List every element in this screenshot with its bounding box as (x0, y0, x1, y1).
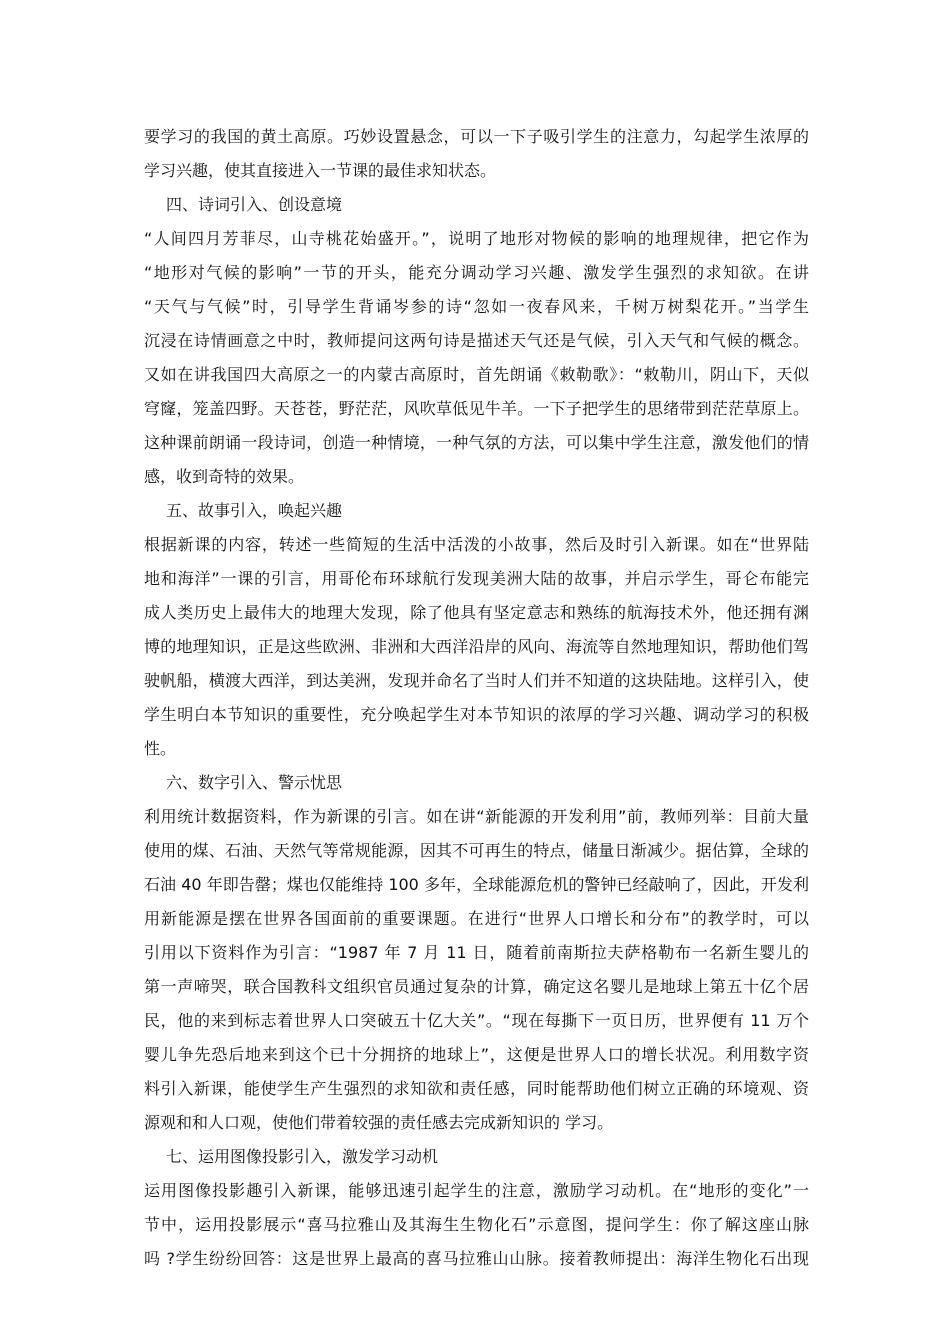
section-heading: 六、数字引入、警示忧思 (166, 773, 343, 792)
text-line: 用新能源是摆在世界各国面前的重要课题。在进行“世界人口增长和分布”的教学时，可以 (144, 909, 809, 928)
section-heading: 七、运用图像投影引入，激发学习动机 (166, 1147, 439, 1166)
text-line: 源观和和人口观，使他们带着较强的责任感去完成新知识的 学习。 (144, 1113, 614, 1132)
text-line: 学习兴趣，使其直接进入一节课的最佳求知状态。 (144, 161, 497, 180)
text-line: 节中，运用投影展示“喜马拉雅山及其海生生物化石”示意图，提问学生：你了解这座山脉 (144, 1215, 809, 1234)
text-line: 引用以下资料作为引言：“1987 年 7 月 11 日，随着前南斯拉夫萨格勒布一名新生婴儿的 (144, 943, 809, 962)
text-line: 感，收到奇特的效果。 (144, 467, 305, 486)
text-line: 运用图像投影趣引入新课，能够迅速引起学生的注意，激励学习动机。在“地形的变化”一 (144, 1181, 809, 1200)
text-line: “地形对气候的影响”一节的开头，能充分调动学习兴趣、激发学生强烈的求知欲。在讲 (144, 263, 809, 282)
text-line: 驶帆船，横渡大西洋，到达美洲，发现并命名了当时人们并不知道的这块陆地。这样引入，使 (144, 671, 809, 690)
text-line: 这种课前朗诵一段诗词，创造一种情境，一种气氛的方法，可以集中学生注意，激发他们的情 (144, 433, 809, 452)
text-line: “人间四月芳菲尽，山寺桃花始盛开。”，说明了地形对物候的影响的地理规律，把它作为 (144, 229, 809, 248)
text-line: “天气与气候”时，引导学生背诵岑参的诗“忽如一夜春风来，千树万树梨花开。”当学生 (144, 297, 809, 316)
text-line: 要学习的我国的黄土高原。巧妙设置悬念，可以一下子吸引学生的注意力，勾起学生浓厚的 (144, 127, 809, 146)
text-line: 吗 ?学生纷纷回答：这是世界上最高的喜马拉雅山山脉。接着教师提出：海洋生物化石出现 (144, 1249, 809, 1268)
text-line: 民，他的来到标志着世界人口突破五十亿大关”。“现在每撕下一页日历，世界便有 11 万个 (144, 1011, 809, 1030)
section-heading: 五、故事引入，唤起兴趣 (166, 501, 343, 520)
text-line: 使用的煤、石油、天然气等常规能源，因其不可再生的特点，储量日渐减少。据估算，全球的 (144, 841, 809, 860)
text-line: 利用统计数据资料，作为新课的引言。如在讲“新能源的开发利用”前，教师列举：目前大量 (144, 807, 809, 826)
text-line: 石油 40 年即告罄；煤也仅能维持 100 多年，全球能源危机的警钟已经敲响了，因此，开发利 (144, 875, 809, 894)
document-body (144, 120, 809, 1276)
text-line: 第一声啼哭，联合国教科文组织官员通过复杂的计算，确定这名婴儿是地球上第五十亿个居 (144, 977, 809, 996)
text-line: 性。 (144, 739, 177, 758)
text-line: 地和海洋”一课的引言，用哥伦布环球航行发现美洲大陆的故事，并启示学生，哥仑布能完 (144, 569, 809, 588)
text-line: 沉浸在诗情画意之中时，教师提问这两句诗是描述天气还是气候，引入天气和气候的概念。 (144, 331, 809, 350)
text-line: 成人类历史上最伟大的地理大发现，除了他具有坚定意志和熟练的航海技术外，他还拥有渊 (144, 603, 809, 622)
text-line: 料引入新课，能使学生产生强烈的求知欲和责任感，同时能帮助他们树立正确的环境观、资 (144, 1079, 809, 1098)
text-line: 学生明白本节知识的重要性，充分唤起学生对本节知识的浓厚的学习兴趣、调动学习的积极 (144, 705, 809, 724)
section-heading: 四、诗词引入、创设意境 (166, 195, 343, 214)
text-line: 根据新课的内容，转述一些简短的生活中活泼的小故事，然后及时引入新课。如在“世界陆 (144, 535, 809, 554)
text-line: 博的地理知识，正是这些欧洲、非洲和大西洋沿岸的风向、海流等自然地理知识，帮助他们驾 (144, 637, 809, 656)
text-line: 婴儿争先恐后地来到这个已十分拥挤的地球上”，这便是世界人口的增长状况。利用数字资 (144, 1045, 809, 1064)
text-line: 穹窿，笼盖四野。天苍苍，野茫茫，风吹草低见牛羊。一下子把学生的思绪带到茫茫草原上。 (144, 399, 809, 418)
text-line: 又如在讲我国四大高原之一的内蒙古高原时，首先朗诵《敕勒歌》：“敕勒川，阴山下，天似 (144, 365, 809, 384)
